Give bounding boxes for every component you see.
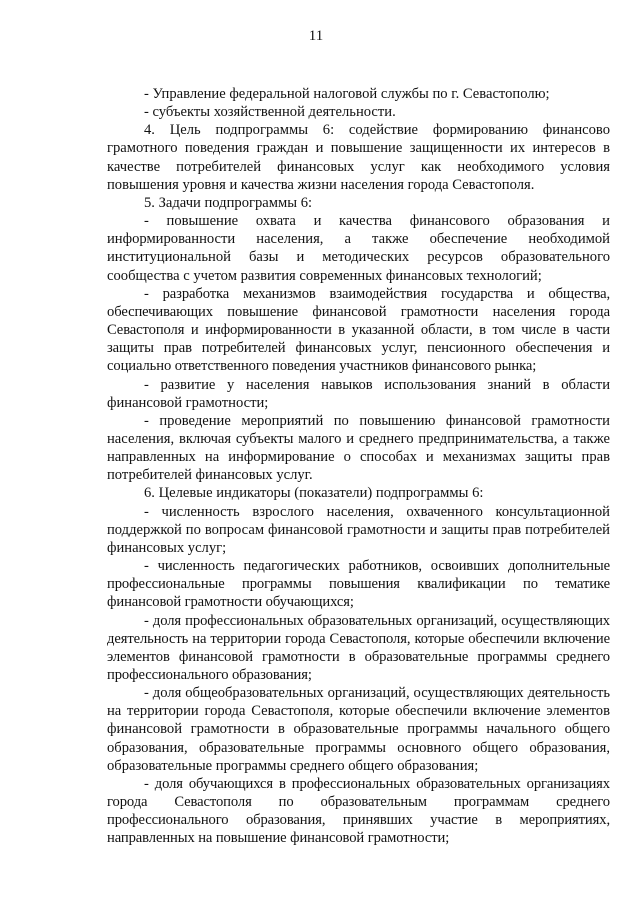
paragraph-tax-service: - Управление федеральной налоговой службы по г. Севастополю;	[144, 86, 550, 102]
paragraph-indicator-teachers: - численность педагогических работников, освоивших дополнительные профессиональные программы повышения квалификации по тематике финансовой грамотности обучающихся;	[107, 558, 610, 611]
paragraph-task-skills: - развитие у населения навыков использования знаний в области финансовой грамотности;	[107, 376, 610, 411]
paragraph-indicator-general-orgs: - доля общеобразовательных организаций, осуществляющих деятельность на территории города Севастополя, которые обеспечили включение элементов финансовой грамотности в образовательные программы начального общего образования, образовательные программы основного общего образования, образовательные программы среднего общего образования;	[107, 685, 610, 774]
document-body	[107, 85, 610, 848]
paragraph-indicator-adults: - численность взрослого населения, охваченного консультационной поддержкой по вопросам финансовой грамотности и защиты прав потребителей финансовых услуг;	[107, 503, 610, 556]
paragraph-task-events: - проведение мероприятий по повышению финансовой грамотности населения, включая субъекты малого и среднего предпринимательства, а также направленных на информирование о способах и механизмах защиты прав потребителей финансовых услуг.	[107, 412, 610, 484]
paragraph-indicators-heading: 6. Целевые индикаторы (показатели) подпрограммы 6:	[144, 485, 484, 502]
paragraph-indicator-vocational-orgs: - доля профессиональных образовательных организаций, осуществляющих деятельность на территории города Севастополя, которые обеспечили включение элементов финансовой грамотности в образовательные программы среднего профессионального образования;	[107, 612, 610, 683]
paragraph-task-education: - повышение охвата и качества финансового образования и информированности населения, а также обеспечение необходимой институциональной базы и методических ресурсов образовательного сообщества с учетом развития современных финансовых технологий;	[107, 213, 610, 284]
page-number: 11	[308, 28, 324, 44]
paragraph-business-entities: - субъекты хозяйственной деятельности.	[144, 104, 396, 121]
paragraph-task-mechanisms: - разработка механизмов взаимодействия государства и общества, обеспечивающих повышение финансовой грамотности населения города Севастополя и информированности в указанной области, в том числе в части защиты прав потребителей финансовых услуг, пенсионного обеспечения и социально ответственного поведения участников финансового рынка;	[107, 285, 610, 375]
paragraph-tasks-heading: 5. Задачи подпрограммы 6:	[144, 194, 313, 211]
paragraph-goal: 4. Цель подпрограммы 6: содействие формированию финансово грамотного поведения граждан и повышение защищенности их интересов в качестве потребителей финансовых услуг как необходимого условия повышения уровня и качества жизни населения города Севастополя.	[107, 122, 610, 193]
paragraph-indicator-students: - доля обучающихся в профессиональных образовательных организациях города Севастополя по образовательным программам среднего профессионального образования, принявших участие в мероприятиях, направленных на повышение финансовой грамотности;	[107, 775, 610, 847]
